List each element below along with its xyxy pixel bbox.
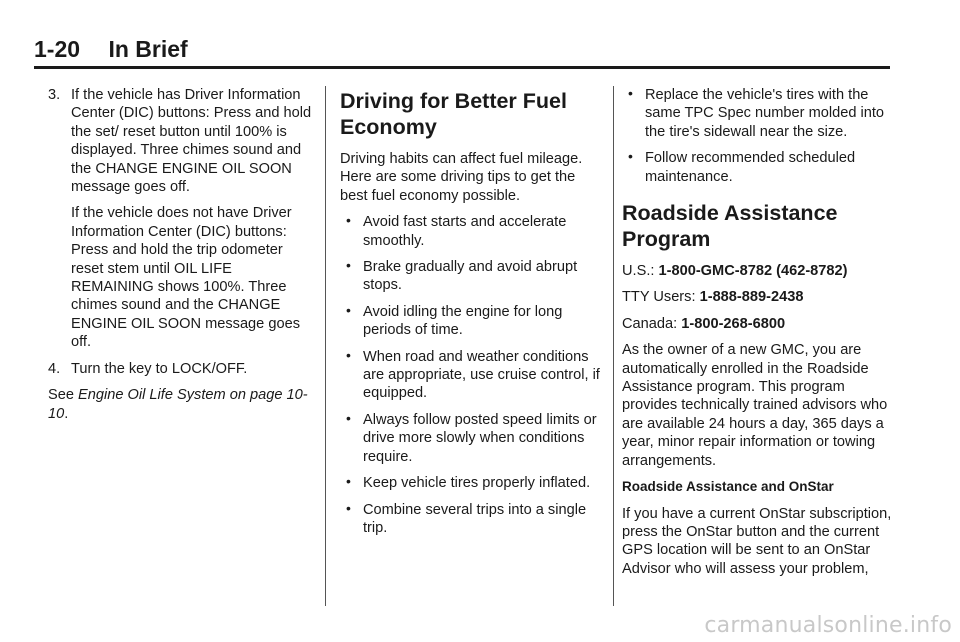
see-reference [48, 386, 313, 423]
page-number: 1-20 [34, 36, 81, 62]
tty-phone [622, 288, 894, 306]
bullet-icon: • [346, 473, 351, 490]
watermark: carmanualsonline.info [704, 613, 952, 638]
bullet-icon: • [346, 409, 351, 426]
step-text: Turn the key to LOCK/OFF. [71, 360, 248, 377]
list-item-text: When road and weather conditions are appropriate, use cruise control, if equipped. [363, 348, 600, 402]
see-suffix: . [64, 405, 69, 422]
step-4 [48, 360, 313, 378]
us-label: U.S.: [622, 263, 655, 280]
list-item [340, 258, 602, 295]
list-item [340, 213, 602, 250]
tty-number: 1-888-889-2438 [699, 289, 804, 306]
bullet-icon: • [346, 301, 351, 318]
us-phone [622, 262, 894, 280]
onstar-subheading: Roadside Assistance and OnStar [622, 479, 834, 495]
list-item [622, 86, 894, 141]
canada-label: Canada: [622, 315, 678, 332]
column-divider [325, 86, 326, 606]
list-item [340, 411, 602, 466]
column-right [622, 86, 894, 586]
see-prefix: See [48, 387, 74, 404]
list-item [622, 149, 894, 186]
column-left [48, 86, 313, 431]
list-item-text: Follow recommended scheduled maintenance. [645, 150, 856, 185]
bullet-icon: • [628, 85, 633, 101]
onstar-paragraph: If you have a current OnStar subscription, press the OnStar button and the current GPS location will be sent to an OnStar Advisor who will assess your problem, [622, 505, 892, 577]
list-item-text: Avoid fast starts and accelerate smoothly. [363, 214, 567, 249]
canada-number: 1-800-268-6800 [681, 315, 786, 332]
step-text: If the vehicle has Driver Information Center (DIC) buttons: Press and hold the set/ reset button until 100% is displayed. Three chimes sound and the CHANGE ENGINE OIL SOON message goes off. [71, 87, 312, 196]
bullet-icon: • [346, 257, 351, 274]
list-item-text: Combine several trips into a single trip. [363, 501, 587, 536]
bullet-icon: • [346, 212, 351, 229]
section-title: In Brief [108, 36, 188, 62]
step-number: 4. [48, 360, 61, 377]
fuel-economy-intro: Driving habits can affect fuel mileage. Here are some driving tips to get the best fuel economy possible. [340, 151, 583, 204]
canada-phone [622, 315, 894, 333]
list-item [340, 474, 602, 492]
step-number: 3. [48, 87, 61, 103]
bullet-icon: • [346, 499, 351, 516]
list-item-text: Keep vehicle tires properly inflated. [363, 475, 591, 492]
page-header [34, 36, 890, 69]
bullet-icon: • [346, 346, 351, 363]
list-item [340, 303, 602, 340]
owner-paragraph: As the owner of a new GMC, you are automatically enrolled in the Roadside Assistance program. This program provides technically trained advisors who are available 24 hours a day, 365 days a year, minor repair information or towing arrangements. [622, 342, 888, 469]
step-3 [48, 86, 313, 196]
tty-label: TTY Users: [622, 289, 696, 306]
bullet-icon: • [628, 148, 633, 165]
step-3-alternative: If the vehicle does not have Driver Information Center (DIC) buttons: Press and hold the trip odometer reset stem until OIL LIFE REMAINING shows 100%. Three chimes sound and the CHANGE ENGINE OIL SOON message goes off. [71, 205, 300, 351]
list-item [340, 501, 602, 538]
roadside-heading: Roadside Assistance Program [622, 201, 838, 252]
column-divider [613, 86, 614, 606]
list-item-text: Avoid idling the engine for long periods of time. [363, 303, 563, 339]
fuel-economy-heading: Driving for Better Fuel Economy [340, 89, 567, 139]
cross-reference-link[interactable]: Engine Oil Life System on page 10-10 [48, 387, 308, 422]
list-item-text: Replace the vehicle's tires with the same TPC Spec number molded into the tire's sidewall near the size. [645, 87, 885, 140]
list-item [340, 348, 602, 403]
list-item-text: Always follow posted speed limits or drive more slowly when conditions require. [363, 411, 597, 465]
list-item-text: Brake gradually and avoid abrupt stops. [363, 259, 578, 294]
us-number: 1-800-GMC-8782 (462-8782) [658, 263, 848, 280]
column-middle [340, 86, 602, 545]
